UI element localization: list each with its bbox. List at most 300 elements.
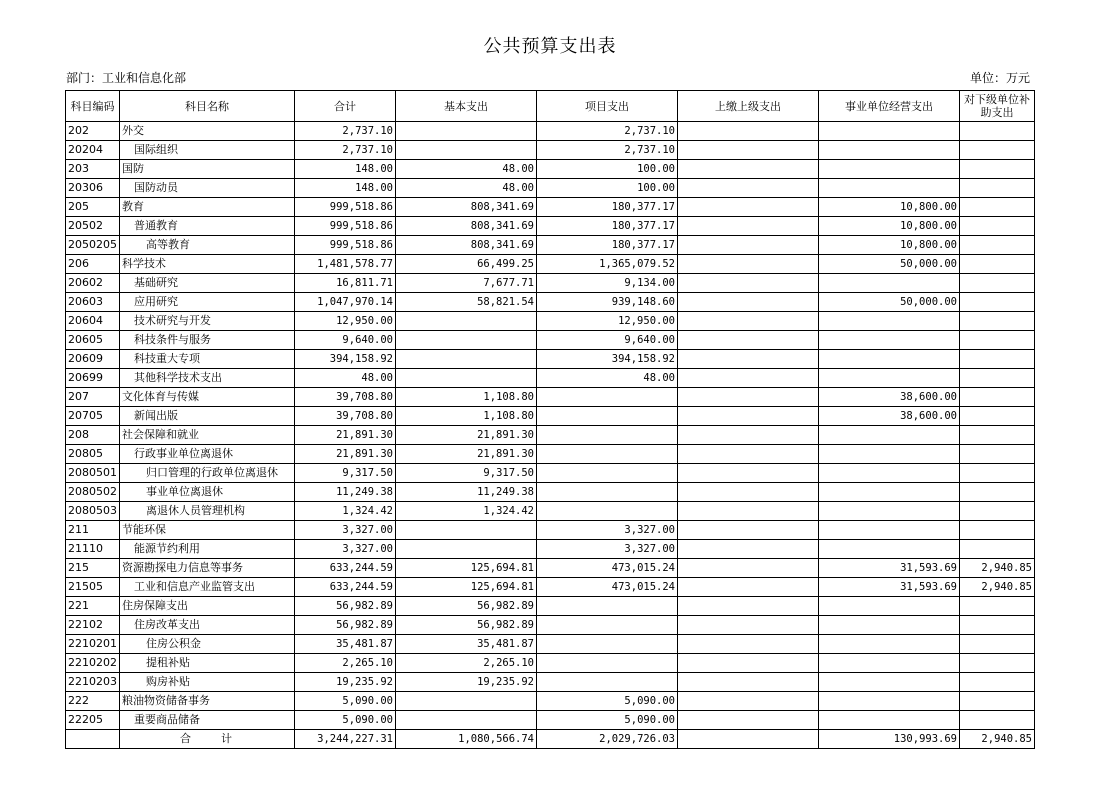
cell-project <box>537 635 678 654</box>
table-row <box>66 445 1035 464</box>
cell-name: 其他科学技术支出 <box>120 369 295 388</box>
cell-code: 2080503 <box>66 502 120 521</box>
cell-project: 9,640.00 <box>537 331 678 350</box>
cell-total: 39,708.80 <box>295 388 396 407</box>
unit-label: 单位：万元 <box>969 71 1030 85</box>
cell-project: 12,950.00 <box>537 312 678 331</box>
cell-name: 合计 <box>120 730 295 749</box>
cell-total: 3,244,227.31 <box>295 730 396 749</box>
cell-biz <box>819 274 960 293</box>
cell-name: 粮油物资储备事务 <box>120 692 295 711</box>
table-row <box>66 692 1035 711</box>
table-row <box>66 369 1035 388</box>
cell-code: 222 <box>66 692 120 711</box>
cell-sub <box>960 521 1035 540</box>
cell-biz: 38,600.00 <box>819 407 960 426</box>
cell-name: 能源节约利用 <box>120 540 295 559</box>
cell-upper <box>678 673 819 692</box>
cell-biz: 31,593.69 <box>819 578 960 597</box>
cell-upper <box>678 331 819 350</box>
cell-basic: 66,499.25 <box>396 255 537 274</box>
col-header-biz: 事业单位经营支出 <box>819 91 960 122</box>
table-row <box>66 654 1035 673</box>
cell-basic: 808,341.69 <box>396 217 537 236</box>
cell-biz <box>819 616 960 635</box>
cell-biz <box>819 540 960 559</box>
col-header-sub: 对下级单位补助支出 <box>960 91 1035 122</box>
cell-code: 20699 <box>66 369 120 388</box>
table-row <box>66 711 1035 730</box>
cell-code: 22205 <box>66 711 120 730</box>
cell-upper <box>678 540 819 559</box>
table-row <box>66 255 1035 274</box>
cell-name: 外交 <box>120 122 295 141</box>
cell-biz <box>819 692 960 711</box>
cell-code: 20805 <box>66 445 120 464</box>
col-header-name: 科目名称 <box>120 91 295 122</box>
cell-biz <box>819 464 960 483</box>
cell-upper <box>678 730 819 749</box>
cell-total: 48.00 <box>295 369 396 388</box>
cell-code: 2050205 <box>66 236 120 255</box>
cell-biz <box>819 350 960 369</box>
cell-project: 100.00 <box>537 160 678 179</box>
cell-code: 21110 <box>66 540 120 559</box>
cell-upper <box>678 483 819 502</box>
page-title: 公共预算支出表 <box>483 36 617 57</box>
cell-project: 5,090.00 <box>537 692 678 711</box>
table-row <box>66 122 1035 141</box>
cell-upper <box>678 597 819 616</box>
cell-basic: 1,108.80 <box>396 407 537 426</box>
cell-total: 2,737.10 <box>295 141 396 160</box>
cell-project <box>537 597 678 616</box>
cell-upper <box>678 369 819 388</box>
cell-total: 1,481,578.77 <box>295 255 396 274</box>
cell-basic: 1,324.42 <box>396 502 537 521</box>
cell-name: 普通教育 <box>120 217 295 236</box>
cell-total: 3,327.00 <box>295 540 396 559</box>
cell-project: 3,327.00 <box>537 521 678 540</box>
table-row <box>66 312 1035 331</box>
cell-upper <box>678 711 819 730</box>
cell-sub <box>960 673 1035 692</box>
col-header-upper: 上缴上级支出 <box>678 91 819 122</box>
cell-sub <box>960 274 1035 293</box>
cell-name: 国防 <box>120 160 295 179</box>
cell-name: 应用研究 <box>120 293 295 312</box>
cell-project: 2,029,726.03 <box>537 730 678 749</box>
cell-biz <box>819 597 960 616</box>
cell-code: 2210202 <box>66 654 120 673</box>
cell-basic: 1,080,566.74 <box>396 730 537 749</box>
cell-project: 3,327.00 <box>537 540 678 559</box>
cell-biz <box>819 369 960 388</box>
cell-upper <box>678 179 819 198</box>
cell-sub <box>960 293 1035 312</box>
cell-basic <box>396 122 537 141</box>
cell-project <box>537 502 678 521</box>
col-header-code: 科目编码 <box>66 91 120 122</box>
cell-name: 住房公积金 <box>120 635 295 654</box>
cell-upper <box>678 559 819 578</box>
cell-code: 205 <box>66 198 120 217</box>
table-row <box>66 388 1035 407</box>
cell-upper <box>678 426 819 445</box>
table-row <box>66 559 1035 578</box>
table-row <box>66 483 1035 502</box>
cell-sub <box>960 122 1035 141</box>
cell-code: 2210203 <box>66 673 120 692</box>
header-row <box>66 91 1035 122</box>
table-row <box>66 635 1035 654</box>
cell-basic: 48.00 <box>396 179 537 198</box>
cell-total: 21,891.30 <box>295 426 396 445</box>
cell-biz <box>819 312 960 331</box>
cell-upper <box>678 236 819 255</box>
cell-total: 394,158.92 <box>295 350 396 369</box>
cell-sub <box>960 369 1035 388</box>
cell-biz <box>819 635 960 654</box>
cell-sub <box>960 236 1035 255</box>
cell-name: 国际组织 <box>120 141 295 160</box>
cell-total: 148.00 <box>295 179 396 198</box>
cell-total: 633,244.59 <box>295 578 396 597</box>
cell-project: 473,015.24 <box>537 559 678 578</box>
cell-basic <box>396 141 537 160</box>
cell-upper <box>678 578 819 597</box>
cell-basic: 2,265.10 <box>396 654 537 673</box>
cell-project: 2,737.10 <box>537 141 678 160</box>
cell-basic: 808,341.69 <box>396 236 537 255</box>
cell-code: 206 <box>66 255 120 274</box>
cell-project: 180,377.17 <box>537 217 678 236</box>
cell-sub <box>960 388 1035 407</box>
budget-table <box>65 90 1035 749</box>
cell-biz <box>819 502 960 521</box>
cell-total: 1,324.42 <box>295 502 396 521</box>
cell-sub <box>960 502 1035 521</box>
cell-upper <box>678 122 819 141</box>
table-row <box>66 274 1035 293</box>
cell-sub <box>960 464 1035 483</box>
cell-upper <box>678 635 819 654</box>
cell-total: 16,811.71 <box>295 274 396 293</box>
cell-code: 20609 <box>66 350 120 369</box>
cell-biz <box>819 521 960 540</box>
cell-project: 180,377.17 <box>537 198 678 217</box>
cell-code: 20204 <box>66 141 120 160</box>
cell-sub <box>960 331 1035 350</box>
cell-name: 技术研究与开发 <box>120 312 295 331</box>
cell-basic <box>396 711 537 730</box>
table-row <box>66 464 1035 483</box>
table-body <box>66 122 1035 749</box>
cell-biz <box>819 160 960 179</box>
cell-code: 20602 <box>66 274 120 293</box>
cell-code: 20306 <box>66 179 120 198</box>
cell-code: 2080501 <box>66 464 120 483</box>
cell-total: 5,090.00 <box>295 711 396 730</box>
cell-code: 208 <box>66 426 120 445</box>
cell-biz <box>819 141 960 160</box>
cell-sub <box>960 616 1035 635</box>
cell-basic: 125,694.81 <box>396 578 537 597</box>
cell-code: 203 <box>66 160 120 179</box>
cell-biz: 50,000.00 <box>819 293 960 312</box>
cell-code: 21505 <box>66 578 120 597</box>
cell-sub <box>960 217 1035 236</box>
table-row <box>66 236 1035 255</box>
cell-sub <box>960 312 1035 331</box>
cell-name: 科学技术 <box>120 255 295 274</box>
cell-total: 9,317.50 <box>295 464 396 483</box>
cell-name: 教育 <box>120 198 295 217</box>
cell-sub <box>960 445 1035 464</box>
cell-sub <box>960 407 1035 426</box>
table-row <box>66 521 1035 540</box>
cell-biz: 10,800.00 <box>819 236 960 255</box>
cell-total: 5,090.00 <box>295 692 396 711</box>
cell-upper <box>678 350 819 369</box>
cell-total: 9,640.00 <box>295 331 396 350</box>
cell-biz <box>819 673 960 692</box>
cell-biz <box>819 331 960 350</box>
cell-project <box>537 445 678 464</box>
cell-total: 148.00 <box>295 160 396 179</box>
cell-code: 215 <box>66 559 120 578</box>
cell-total: 19,235.92 <box>295 673 396 692</box>
table-row <box>66 160 1035 179</box>
cell-upper <box>678 217 819 236</box>
cell-total: 56,982.89 <box>295 616 396 635</box>
table-row <box>66 407 1035 426</box>
table-row <box>66 578 1035 597</box>
table-row <box>66 198 1035 217</box>
cell-name: 社会保障和就业 <box>120 426 295 445</box>
cell-project: 180,377.17 <box>537 236 678 255</box>
cell-name: 节能环保 <box>120 521 295 540</box>
cell-sub <box>960 597 1035 616</box>
cell-basic: 19,235.92 <box>396 673 537 692</box>
cell-upper <box>678 274 819 293</box>
cell-total: 2,265.10 <box>295 654 396 673</box>
cell-total: 1,047,970.14 <box>295 293 396 312</box>
cell-sub <box>960 711 1035 730</box>
cell-sub <box>960 141 1035 160</box>
cell-biz: 50,000.00 <box>819 255 960 274</box>
cell-sub: 2,940.85 <box>960 578 1035 597</box>
cell-name: 行政事业单位离退休 <box>120 445 295 464</box>
cell-total: 999,518.86 <box>295 236 396 255</box>
cell-total: 633,244.59 <box>295 559 396 578</box>
cell-project <box>537 464 678 483</box>
cell-sub <box>960 635 1035 654</box>
cell-sub <box>960 654 1035 673</box>
cell-biz <box>819 426 960 445</box>
cell-name: 提租补贴 <box>120 654 295 673</box>
cell-sub <box>960 160 1035 179</box>
cell-sub <box>960 692 1035 711</box>
cell-project: 48.00 <box>537 369 678 388</box>
cell-upper <box>678 445 819 464</box>
cell-upper <box>678 616 819 635</box>
cell-biz <box>819 711 960 730</box>
cell-project: 1,365,079.52 <box>537 255 678 274</box>
cell-code: 20705 <box>66 407 120 426</box>
cell-total: 56,982.89 <box>295 597 396 616</box>
cell-biz <box>819 122 960 141</box>
cell-upper <box>678 141 819 160</box>
cell-sub <box>960 255 1035 274</box>
cell-code: 20502 <box>66 217 120 236</box>
cell-project: 394,158.92 <box>537 350 678 369</box>
col-header-total: 合计 <box>295 91 396 122</box>
cell-upper <box>678 654 819 673</box>
cell-basic: 48.00 <box>396 160 537 179</box>
cell-basic <box>396 540 537 559</box>
table-row <box>66 540 1035 559</box>
cell-upper <box>678 521 819 540</box>
table-row <box>66 331 1035 350</box>
cell-name: 工业和信息产业监管支出 <box>120 578 295 597</box>
table-row <box>66 350 1035 369</box>
cell-total: 999,518.86 <box>295 217 396 236</box>
cell-code: 2080502 <box>66 483 120 502</box>
cell-total: 999,518.86 <box>295 198 396 217</box>
cell-basic: 9,317.50 <box>396 464 537 483</box>
cell-project <box>537 407 678 426</box>
cell-name: 国防动员 <box>120 179 295 198</box>
cell-project <box>537 483 678 502</box>
cell-basic: 21,891.30 <box>396 426 537 445</box>
table-row <box>66 502 1035 521</box>
cell-basic: 1,108.80 <box>396 388 537 407</box>
cell-biz: 38,600.00 <box>819 388 960 407</box>
cell-total: 3,327.00 <box>295 521 396 540</box>
cell-sub <box>960 483 1035 502</box>
cell-total: 35,481.87 <box>295 635 396 654</box>
cell-biz <box>819 654 960 673</box>
table-row <box>66 217 1035 236</box>
cell-basic: 808,341.69 <box>396 198 537 217</box>
cell-basic <box>396 521 537 540</box>
cell-upper <box>678 160 819 179</box>
cell-basic: 21,891.30 <box>396 445 537 464</box>
cell-project: 2,737.10 <box>537 122 678 141</box>
cell-biz <box>819 445 960 464</box>
cell-biz: 130,993.69 <box>819 730 960 749</box>
cell-upper <box>678 293 819 312</box>
cell-code: 22102 <box>66 616 120 635</box>
cell-code: 202 <box>66 122 120 141</box>
col-header-basic: 基本支出 <box>396 91 537 122</box>
cell-basic: 56,982.89 <box>396 616 537 635</box>
cell-name: 事业单位离退休 <box>120 483 295 502</box>
cell-name: 归口管理的行政单位离退休 <box>120 464 295 483</box>
cell-project: 100.00 <box>537 179 678 198</box>
cell-project <box>537 616 678 635</box>
cell-biz: 10,800.00 <box>819 198 960 217</box>
cell-name: 科技条件与服务 <box>120 331 295 350</box>
cell-basic <box>396 312 537 331</box>
table-row <box>66 141 1035 160</box>
cell-basic <box>396 692 537 711</box>
cell-total: 12,950.00 <box>295 312 396 331</box>
cell-name: 新闻出版 <box>120 407 295 426</box>
cell-sub <box>960 540 1035 559</box>
cell-code: 221 <box>66 597 120 616</box>
table-row <box>66 426 1035 445</box>
cell-upper <box>678 502 819 521</box>
cell-project <box>537 673 678 692</box>
cell-project: 9,134.00 <box>537 274 678 293</box>
table-row <box>66 673 1035 692</box>
cell-basic <box>396 369 537 388</box>
cell-project: 473,015.24 <box>537 578 678 597</box>
cell-project <box>537 388 678 407</box>
cell-name: 基础研究 <box>120 274 295 293</box>
cell-sub <box>960 179 1035 198</box>
cell-project: 5,090.00 <box>537 711 678 730</box>
cell-code: 20603 <box>66 293 120 312</box>
cell-project <box>537 426 678 445</box>
cell-project <box>537 654 678 673</box>
cell-sub: 2,940.85 <box>960 559 1035 578</box>
cell-name: 离退休人员管理机构 <box>120 502 295 521</box>
cell-total: 11,249.38 <box>295 483 396 502</box>
cell-code: 207 <box>66 388 120 407</box>
cell-code: 2210201 <box>66 635 120 654</box>
cell-basic <box>396 331 537 350</box>
cell-total: 21,891.30 <box>295 445 396 464</box>
table-row <box>66 179 1035 198</box>
table-row <box>66 293 1035 312</box>
cell-biz <box>819 179 960 198</box>
cell-project: 939,148.60 <box>537 293 678 312</box>
cell-basic: 7,677.71 <box>396 274 537 293</box>
cell-biz: 10,800.00 <box>819 217 960 236</box>
cell-sub <box>960 426 1035 445</box>
cell-upper <box>678 198 819 217</box>
cell-name: 住房保障支出 <box>120 597 295 616</box>
cell-upper <box>678 407 819 426</box>
cell-upper <box>678 692 819 711</box>
cell-sub <box>960 198 1035 217</box>
cell-sub: 2,940.85 <box>960 730 1035 749</box>
cell-name: 科技重大专项 <box>120 350 295 369</box>
cell-name: 文化体育与传媒 <box>120 388 295 407</box>
total-row <box>66 730 1035 749</box>
cell-total: 2,737.10 <box>295 122 396 141</box>
department-label: 部门：工业和信息化部 <box>66 71 187 85</box>
cell-code: 20604 <box>66 312 120 331</box>
cell-basic: 11,249.38 <box>396 483 537 502</box>
cell-basic: 125,694.81 <box>396 559 537 578</box>
cell-name: 购房补贴 <box>120 673 295 692</box>
cell-basic <box>396 350 537 369</box>
cell-basic: 56,982.89 <box>396 597 537 616</box>
cell-basic: 58,821.54 <box>396 293 537 312</box>
cell-total: 39,708.80 <box>295 407 396 426</box>
cell-code <box>66 730 120 749</box>
cell-biz: 31,593.69 <box>819 559 960 578</box>
cell-upper <box>678 255 819 274</box>
cell-sub <box>960 350 1035 369</box>
col-header-project: 项目支出 <box>537 91 678 122</box>
table-row <box>66 597 1035 616</box>
cell-biz <box>819 483 960 502</box>
